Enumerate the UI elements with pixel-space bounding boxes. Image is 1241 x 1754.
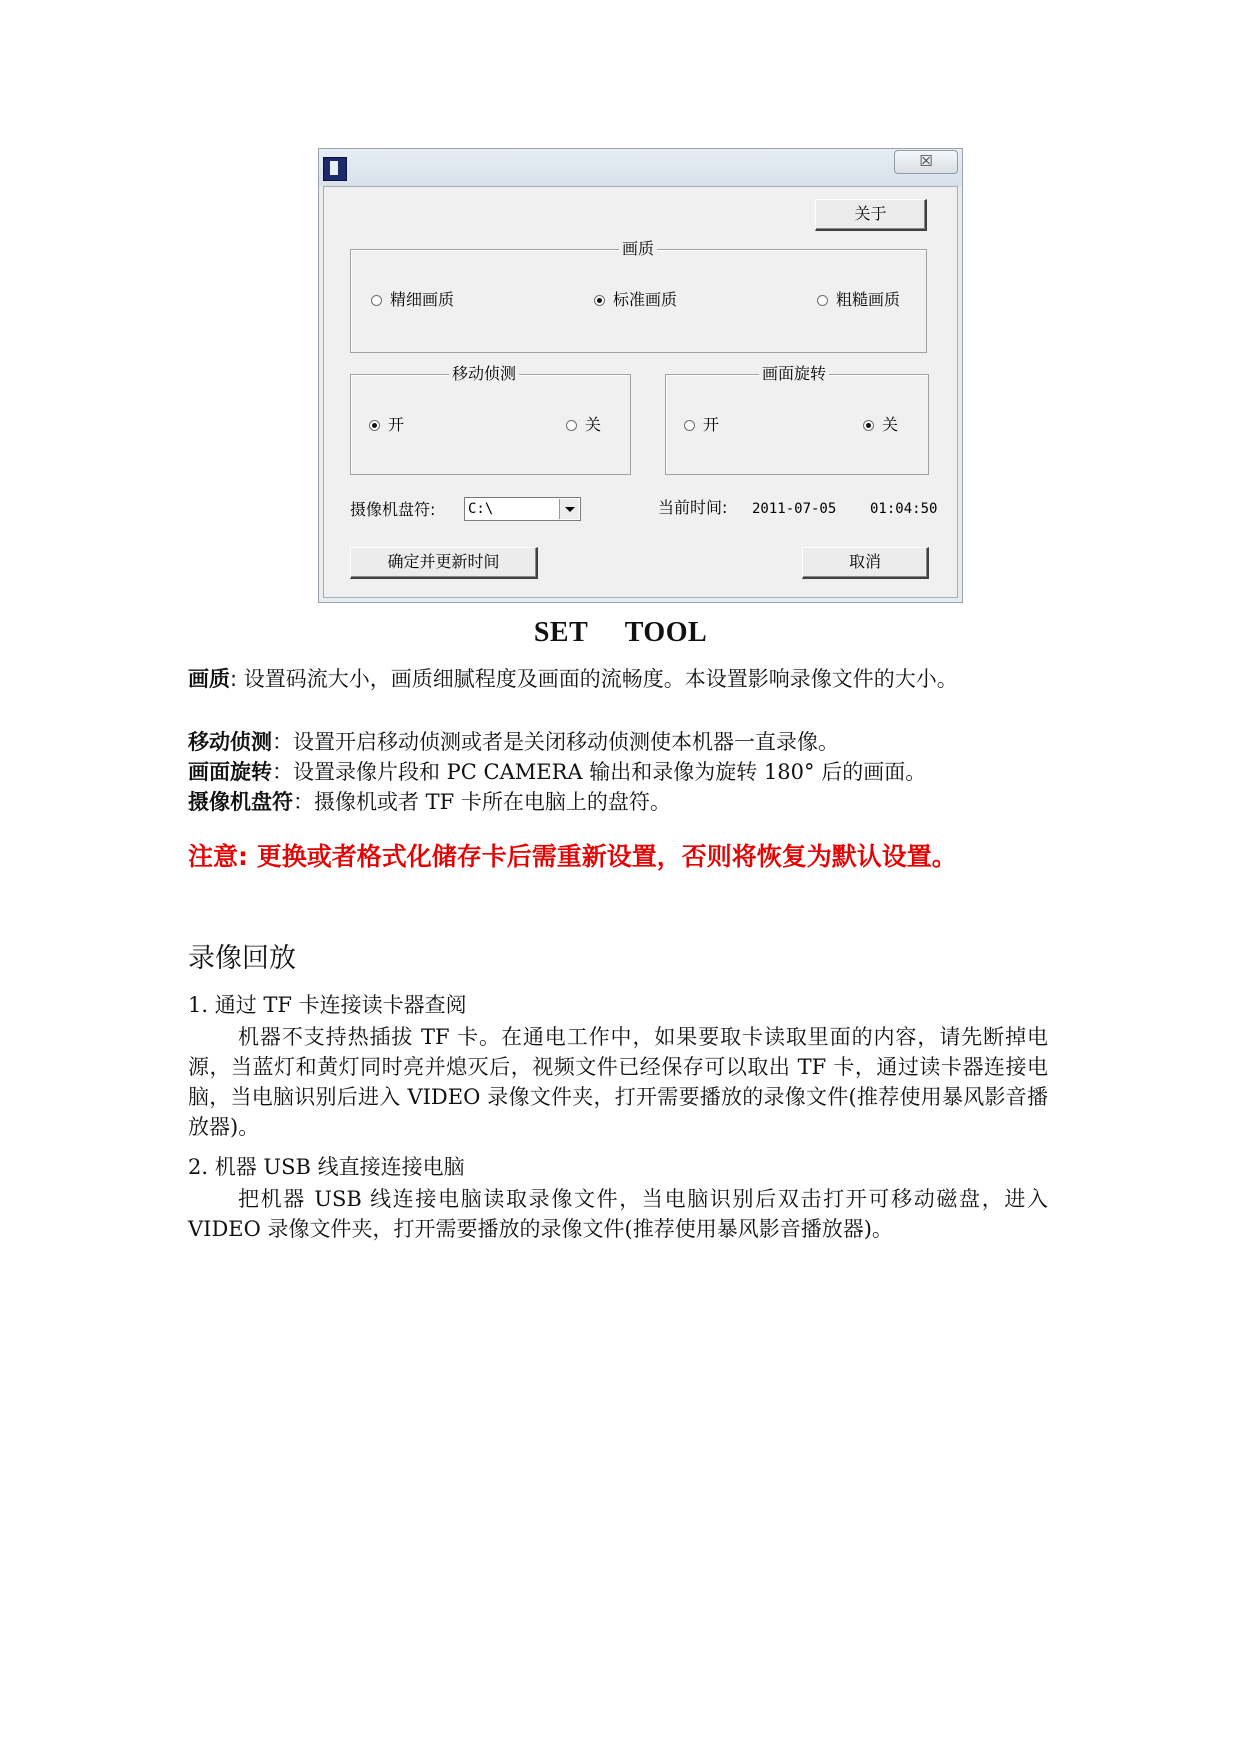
rotation-on-label: 开 bbox=[703, 415, 720, 434]
radio-button-icon bbox=[371, 295, 382, 306]
description-drive bbox=[188, 787, 1048, 817]
item-1-body: 机器不支持热插拔 TF 卡。在通电工作中，如果要取卡读取里面的内容，请先断掉电源，当蓝灯和黄灯同时亮并熄灭后，视频文件已经保存可以取出 TF 卡，通过读卡器连接电脑，当电脑识别后进入 VIDEO 录像文件夹，打开需要播放的录像文件(推荐使用暴风影音播放器)。 bbox=[188, 1025, 1048, 1139]
set-tool-dialog bbox=[318, 148, 963, 603]
term-separator: ： bbox=[293, 790, 314, 814]
term-drive: 摄像机盘符 bbox=[188, 790, 293, 814]
term-separator: : bbox=[230, 667, 244, 691]
drive-label: 摄像机盘符: bbox=[350, 500, 436, 519]
quality-standard-label: 标准画质 bbox=[613, 290, 678, 309]
quality-standard-radio[interactable] bbox=[594, 290, 677, 310]
rotation-group-title: 画面旋转 bbox=[759, 363, 829, 385]
quality-rough-label: 粗糙画质 bbox=[836, 290, 901, 309]
radio-button-icon bbox=[684, 420, 695, 431]
radio-button-icon bbox=[566, 420, 577, 431]
item-1-heading: 1. 通过 TF 卡连接读卡器查阅 bbox=[188, 993, 467, 1017]
radio-button-checked-icon bbox=[369, 420, 380, 431]
confirm-update-time-button[interactable]: 确定并更新时间 bbox=[350, 547, 538, 579]
dialog-body bbox=[323, 186, 958, 598]
motion-on-label: 开 bbox=[388, 415, 405, 434]
section-title: 录像回放 bbox=[188, 943, 296, 974]
desc-motion: 设置开启移动侦测或者是关闭移动侦测使本机器一直录像。 bbox=[293, 730, 839, 754]
radio-button-checked-icon bbox=[594, 295, 605, 306]
rotation-off-label: 关 bbox=[882, 415, 899, 434]
app-icon bbox=[323, 157, 347, 181]
drive-select-value: C:\ bbox=[468, 501, 494, 517]
radio-button-icon bbox=[817, 295, 828, 306]
time-label: 当前时间: bbox=[658, 498, 728, 517]
rotation-group bbox=[665, 364, 929, 475]
rotation-off-radio[interactable] bbox=[863, 415, 898, 435]
radio-button-checked-icon bbox=[863, 420, 874, 431]
close-button[interactable]: ☒ bbox=[894, 150, 958, 174]
description-motion bbox=[188, 727, 1048, 757]
quality-fine-radio[interactable] bbox=[371, 290, 454, 310]
motion-off-label: 关 bbox=[585, 415, 602, 434]
motion-detection-group-title: 移动侦测 bbox=[449, 363, 519, 385]
quality-group-title: 画质 bbox=[619, 238, 657, 260]
time-value: 2011-07-05 01:04:50 bbox=[752, 501, 938, 517]
motion-on-radio[interactable] bbox=[369, 415, 404, 435]
description-quality bbox=[188, 664, 1048, 694]
term-motion: 移动侦测 bbox=[188, 730, 272, 754]
quality-fine-label: 精细画质 bbox=[390, 290, 455, 309]
desc-quality: 设置码流大小，画质细腻程度及画面的流畅度。本设置影响录像文件的大小。 bbox=[243, 667, 958, 691]
about-button[interactable]: 关于 bbox=[815, 199, 927, 231]
figure-caption: SET TOOL bbox=[533, 617, 708, 648]
term-quality: 画质 bbox=[188, 667, 230, 691]
quality-group bbox=[350, 239, 927, 353]
desc-rotation: 设置录像片段和 PC CAMERA 输出和录像为旋转 180° 后的画面。 bbox=[293, 760, 927, 784]
title-bar bbox=[319, 149, 962, 186]
item-2-heading: 2. 机器 USB 线直接连接电脑 bbox=[188, 1155, 465, 1179]
motion-off-radio[interactable] bbox=[566, 415, 601, 435]
cancel-button[interactable]: 取消 bbox=[802, 547, 929, 579]
description-rotation bbox=[188, 757, 1048, 787]
term-rotation: 画面旋转 bbox=[188, 760, 272, 784]
quality-rough-radio[interactable] bbox=[817, 290, 900, 310]
notice-warning: 注意: 更换或者格式化储存卡后需重新设置，否则将恢复为默认设置。 bbox=[188, 842, 957, 871]
chevron-down-icon[interactable] bbox=[559, 499, 579, 519]
rotation-on-radio[interactable] bbox=[684, 415, 719, 435]
term-separator: ： bbox=[272, 730, 293, 754]
desc-drive: 摄像机或者 TF 卡所在电脑上的盘符。 bbox=[314, 790, 671, 814]
term-separator: ： bbox=[272, 760, 293, 784]
drive-select[interactable] bbox=[464, 497, 581, 521]
motion-detection-group bbox=[350, 364, 631, 475]
item-2-body: 把机器 USB 线连接电脑读取录像文件，当电脑识别后双击打开可移动磁盘，进入 VIDEO 录像文件夹，打开需要播放的录像文件(推荐使用暴风影音播放器)。 bbox=[188, 1187, 1048, 1241]
